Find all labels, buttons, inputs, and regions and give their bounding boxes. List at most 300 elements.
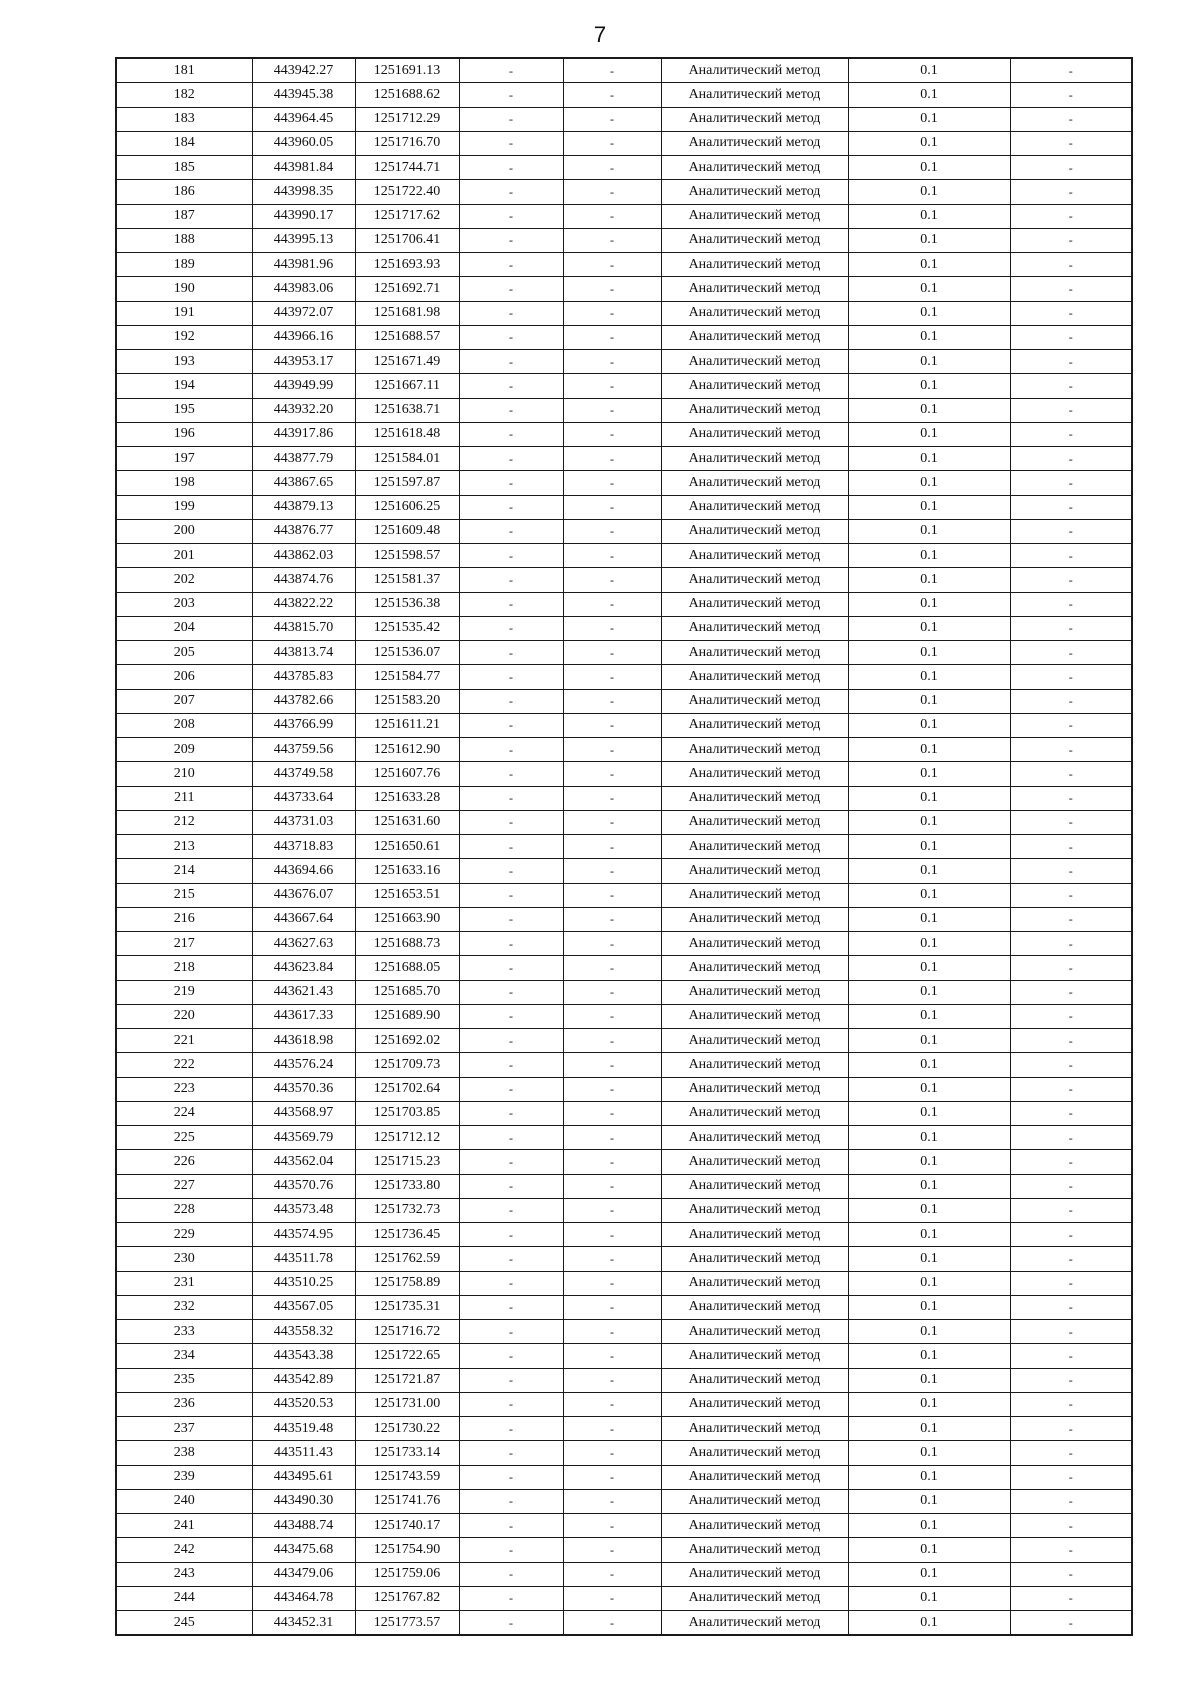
x-coordinate-cell: 443558.32 — [252, 1320, 355, 1344]
accuracy-cell: 0.1 — [848, 1053, 1010, 1077]
y-coordinate-cell: 1251535.42 — [355, 616, 459, 640]
table-row — [116, 1101, 1132, 1125]
empty-cell-a: - — [459, 1465, 563, 1489]
accuracy-cell: 0.1 — [848, 325, 1010, 349]
table-row — [116, 1053, 1132, 1077]
accuracy-cell: 0.1 — [848, 810, 1010, 834]
coordinates-table — [115, 57, 1133, 1636]
empty-cell-c: - — [1010, 738, 1132, 762]
empty-cell-a: - — [459, 835, 563, 859]
empty-cell-a: - — [459, 1562, 563, 1586]
empty-cell-a: - — [459, 592, 563, 616]
empty-cell-c: - — [1010, 131, 1132, 155]
empty-cell-b: - — [563, 1392, 661, 1416]
empty-cell-b: - — [563, 810, 661, 834]
empty-cell-c: - — [1010, 859, 1132, 883]
table-row — [116, 1562, 1132, 1586]
empty-cell-c: - — [1010, 1247, 1132, 1271]
method-cell: Аналитический метод — [661, 1368, 848, 1392]
empty-cell-b: - — [563, 786, 661, 810]
point-number-cell: 233 — [116, 1320, 252, 1344]
method-cell: Аналитический метод — [661, 544, 848, 568]
empty-cell-c: - — [1010, 325, 1132, 349]
accuracy-cell: 0.1 — [848, 374, 1010, 398]
x-coordinate-cell: 443766.99 — [252, 713, 355, 737]
empty-cell-c: - — [1010, 277, 1132, 301]
empty-cell-a: - — [459, 325, 563, 349]
empty-cell-a: - — [459, 1174, 563, 1198]
point-number-cell: 182 — [116, 83, 252, 107]
accuracy-cell: 0.1 — [848, 204, 1010, 228]
method-cell: Аналитический метод — [661, 204, 848, 228]
table-row — [116, 932, 1132, 956]
empty-cell-c: - — [1010, 907, 1132, 931]
empty-cell-a: - — [459, 738, 563, 762]
method-cell: Аналитический метод — [661, 253, 848, 277]
empty-cell-c: - — [1010, 713, 1132, 737]
empty-cell-b: - — [563, 1198, 661, 1222]
empty-cell-b: - — [563, 131, 661, 155]
empty-cell-b: - — [563, 1150, 661, 1174]
table-row — [116, 907, 1132, 931]
table-row — [116, 1441, 1132, 1465]
empty-cell-c: - — [1010, 350, 1132, 374]
table-row — [116, 1514, 1132, 1538]
empty-cell-c: - — [1010, 1344, 1132, 1368]
x-coordinate-cell: 443876.77 — [252, 519, 355, 543]
method-cell: Аналитический метод — [661, 1029, 848, 1053]
point-number-cell: 193 — [116, 350, 252, 374]
accuracy-cell: 0.1 — [848, 1465, 1010, 1489]
method-cell: Аналитический метод — [661, 592, 848, 616]
accuracy-cell: 0.1 — [848, 859, 1010, 883]
accuracy-cell: 0.1 — [848, 1198, 1010, 1222]
x-coordinate-cell: 443972.07 — [252, 301, 355, 325]
point-number-cell: 236 — [116, 1392, 252, 1416]
y-coordinate-cell: 1251722.40 — [355, 180, 459, 204]
table-row — [116, 1077, 1132, 1101]
x-coordinate-cell: 443733.64 — [252, 786, 355, 810]
empty-cell-b: - — [563, 835, 661, 859]
empty-cell-b: - — [563, 738, 661, 762]
empty-cell-c: - — [1010, 1101, 1132, 1125]
table-row — [116, 1247, 1132, 1271]
x-coordinate-cell: 443813.74 — [252, 641, 355, 665]
empty-cell-b: - — [563, 980, 661, 1004]
accuracy-cell: 0.1 — [848, 592, 1010, 616]
x-coordinate-cell: 443479.06 — [252, 1562, 355, 1586]
y-coordinate-cell: 1251598.57 — [355, 544, 459, 568]
table-row — [116, 1611, 1132, 1636]
empty-cell-c: - — [1010, 1053, 1132, 1077]
empty-cell-b: - — [563, 883, 661, 907]
table-row — [116, 471, 1132, 495]
point-number-cell: 192 — [116, 325, 252, 349]
accuracy-cell: 0.1 — [848, 713, 1010, 737]
x-coordinate-cell: 443621.43 — [252, 980, 355, 1004]
accuracy-cell: 0.1 — [848, 1514, 1010, 1538]
method-cell: Аналитический метод — [661, 1465, 848, 1489]
empty-cell-b: - — [563, 253, 661, 277]
x-coordinate-cell: 443511.43 — [252, 1441, 355, 1465]
method-cell: Аналитический метод — [661, 495, 848, 519]
method-cell: Аналитический метод — [661, 83, 848, 107]
x-coordinate-cell: 443995.13 — [252, 228, 355, 252]
x-coordinate-cell: 443874.76 — [252, 568, 355, 592]
table-row — [116, 495, 1132, 519]
empty-cell-a: - — [459, 1004, 563, 1028]
point-number-cell: 204 — [116, 616, 252, 640]
x-coordinate-cell: 443567.05 — [252, 1295, 355, 1319]
x-coordinate-cell: 443694.66 — [252, 859, 355, 883]
accuracy-cell: 0.1 — [848, 228, 1010, 252]
empty-cell-b: - — [563, 616, 661, 640]
x-coordinate-cell: 443983.06 — [252, 277, 355, 301]
point-number-cell: 219 — [116, 980, 252, 1004]
accuracy-cell: 0.1 — [848, 1368, 1010, 1392]
accuracy-cell: 0.1 — [848, 883, 1010, 907]
table-row — [116, 956, 1132, 980]
empty-cell-b: - — [563, 398, 661, 422]
accuracy-cell: 0.1 — [848, 1417, 1010, 1441]
y-coordinate-cell: 1251730.22 — [355, 1417, 459, 1441]
point-number-cell: 235 — [116, 1368, 252, 1392]
table-row — [116, 1150, 1132, 1174]
y-coordinate-cell: 1251650.61 — [355, 835, 459, 859]
x-coordinate-cell: 443570.36 — [252, 1077, 355, 1101]
x-coordinate-cell: 443949.99 — [252, 374, 355, 398]
empty-cell-a: - — [459, 471, 563, 495]
accuracy-cell: 0.1 — [848, 665, 1010, 689]
point-number-cell: 228 — [116, 1198, 252, 1222]
point-number-cell: 240 — [116, 1489, 252, 1513]
y-coordinate-cell: 1251722.65 — [355, 1344, 459, 1368]
y-coordinate-cell: 1251581.37 — [355, 568, 459, 592]
y-coordinate-cell: 1251716.72 — [355, 1320, 459, 1344]
y-coordinate-cell: 1251688.73 — [355, 932, 459, 956]
page-number: 7 — [593, 22, 607, 47]
empty-cell-b: - — [563, 1174, 661, 1198]
method-cell: Аналитический метод — [661, 568, 848, 592]
method-cell: Аналитический метод — [661, 471, 848, 495]
empty-cell-c: - — [1010, 1223, 1132, 1247]
empty-cell-a: - — [459, 859, 563, 883]
empty-cell-c: - — [1010, 495, 1132, 519]
method-cell: Аналитический метод — [661, 180, 848, 204]
empty-cell-b: - — [563, 58, 661, 83]
empty-cell-b: - — [563, 107, 661, 131]
table-row — [116, 810, 1132, 834]
empty-cell-a: - — [459, 1611, 563, 1636]
point-number-cell: 190 — [116, 277, 252, 301]
x-coordinate-cell: 443576.24 — [252, 1053, 355, 1077]
accuracy-cell: 0.1 — [848, 786, 1010, 810]
empty-cell-a: - — [459, 1489, 563, 1513]
method-cell: Аналитический метод — [661, 107, 848, 131]
empty-cell-b: - — [563, 1029, 661, 1053]
empty-cell-a: - — [459, 883, 563, 907]
point-number-cell: 189 — [116, 253, 252, 277]
x-coordinate-cell: 443785.83 — [252, 665, 355, 689]
point-number-cell: 231 — [116, 1271, 252, 1295]
y-coordinate-cell: 1251759.06 — [355, 1562, 459, 1586]
table-row — [116, 204, 1132, 228]
x-coordinate-cell: 443520.53 — [252, 1392, 355, 1416]
point-number-cell: 208 — [116, 713, 252, 737]
table-row — [116, 58, 1132, 83]
table-row — [116, 398, 1132, 422]
y-coordinate-cell: 1251712.12 — [355, 1126, 459, 1150]
x-coordinate-cell: 443953.17 — [252, 350, 355, 374]
x-coordinate-cell: 443981.84 — [252, 156, 355, 180]
y-coordinate-cell: 1251731.00 — [355, 1392, 459, 1416]
table-row — [116, 1489, 1132, 1513]
empty-cell-b: - — [563, 301, 661, 325]
point-number-cell: 207 — [116, 689, 252, 713]
empty-cell-a: - — [459, 495, 563, 519]
y-coordinate-cell: 1251740.17 — [355, 1514, 459, 1538]
table-row — [116, 1320, 1132, 1344]
empty-cell-b: - — [563, 447, 661, 471]
y-coordinate-cell: 1251671.49 — [355, 350, 459, 374]
point-number-cell: 195 — [116, 398, 252, 422]
empty-cell-c: - — [1010, 1489, 1132, 1513]
method-cell: Аналитический метод — [661, 1101, 848, 1125]
method-cell: Аналитический метод — [661, 1489, 848, 1513]
empty-cell-b: - — [563, 1514, 661, 1538]
x-coordinate-cell: 443749.58 — [252, 762, 355, 786]
empty-cell-a: - — [459, 762, 563, 786]
y-coordinate-cell: 1251611.21 — [355, 713, 459, 737]
accuracy-cell: 0.1 — [848, 471, 1010, 495]
accuracy-cell: 0.1 — [848, 568, 1010, 592]
accuracy-cell: 0.1 — [848, 1004, 1010, 1028]
table-row — [116, 301, 1132, 325]
y-coordinate-cell: 1251736.45 — [355, 1223, 459, 1247]
empty-cell-c: - — [1010, 1320, 1132, 1344]
method-cell: Аналитический метод — [661, 1392, 848, 1416]
point-number-cell: 187 — [116, 204, 252, 228]
empty-cell-c: - — [1010, 180, 1132, 204]
empty-cell-a: - — [459, 422, 563, 446]
y-coordinate-cell: 1251688.05 — [355, 956, 459, 980]
empty-cell-a: - — [459, 1150, 563, 1174]
x-coordinate-cell: 443731.03 — [252, 810, 355, 834]
point-number-cell: 196 — [116, 422, 252, 446]
x-coordinate-cell: 443452.31 — [252, 1611, 355, 1636]
y-coordinate-cell: 1251721.87 — [355, 1368, 459, 1392]
y-coordinate-cell: 1251703.85 — [355, 1101, 459, 1125]
x-coordinate-cell: 443759.56 — [252, 738, 355, 762]
table-row — [116, 1368, 1132, 1392]
y-coordinate-cell: 1251717.62 — [355, 204, 459, 228]
empty-cell-b: - — [563, 156, 661, 180]
empty-cell-c: - — [1010, 374, 1132, 398]
point-number-cell: 243 — [116, 1562, 252, 1586]
empty-cell-a: - — [459, 544, 563, 568]
table-row — [116, 519, 1132, 543]
empty-cell-a: - — [459, 131, 563, 155]
empty-cell-a: - — [459, 398, 563, 422]
empty-cell-c: - — [1010, 1514, 1132, 1538]
y-coordinate-cell: 1251681.98 — [355, 301, 459, 325]
method-cell: Аналитический метод — [661, 1271, 848, 1295]
method-cell: Аналитический метод — [661, 859, 848, 883]
table-row — [116, 1344, 1132, 1368]
empty-cell-b: - — [563, 665, 661, 689]
empty-cell-c: - — [1010, 1611, 1132, 1636]
empty-cell-a: - — [459, 277, 563, 301]
y-coordinate-cell: 1251692.71 — [355, 277, 459, 301]
y-coordinate-cell: 1251732.73 — [355, 1198, 459, 1222]
method-cell: Аналитический метод — [661, 907, 848, 931]
empty-cell-c: - — [1010, 107, 1132, 131]
method-cell: Аналитический метод — [661, 1586, 848, 1610]
x-coordinate-cell: 443475.68 — [252, 1538, 355, 1562]
empty-cell-a: - — [459, 641, 563, 665]
x-coordinate-cell: 443562.04 — [252, 1150, 355, 1174]
accuracy-cell: 0.1 — [848, 932, 1010, 956]
accuracy-cell: 0.1 — [848, 1029, 1010, 1053]
point-number-cell: 216 — [116, 907, 252, 931]
y-coordinate-cell: 1251741.76 — [355, 1489, 459, 1513]
empty-cell-c: - — [1010, 447, 1132, 471]
table-row — [116, 1223, 1132, 1247]
table-row — [116, 835, 1132, 859]
empty-cell-b: - — [563, 1126, 661, 1150]
accuracy-cell: 0.1 — [848, 422, 1010, 446]
table-row — [116, 1198, 1132, 1222]
y-coordinate-cell: 1251773.57 — [355, 1611, 459, 1636]
empty-cell-a: - — [459, 1198, 563, 1222]
method-cell: Аналитический метод — [661, 447, 848, 471]
table-row — [116, 350, 1132, 374]
y-coordinate-cell: 1251735.31 — [355, 1295, 459, 1319]
point-number-cell: 188 — [116, 228, 252, 252]
point-number-cell: 202 — [116, 568, 252, 592]
empty-cell-c: - — [1010, 1004, 1132, 1028]
empty-cell-c: - — [1010, 980, 1132, 1004]
table-row — [116, 447, 1132, 471]
y-coordinate-cell: 1251733.80 — [355, 1174, 459, 1198]
empty-cell-a: - — [459, 665, 563, 689]
empty-cell-a: - — [459, 1514, 563, 1538]
x-coordinate-cell: 443543.38 — [252, 1344, 355, 1368]
y-coordinate-cell: 1251762.59 — [355, 1247, 459, 1271]
method-cell: Аналитический метод — [661, 616, 848, 640]
empty-cell-c: - — [1010, 1271, 1132, 1295]
empty-cell-c: - — [1010, 1077, 1132, 1101]
empty-cell-b: - — [563, 956, 661, 980]
empty-cell-b: - — [563, 277, 661, 301]
table-row — [116, 253, 1132, 277]
empty-cell-b: - — [563, 568, 661, 592]
point-number-cell: 206 — [116, 665, 252, 689]
accuracy-cell: 0.1 — [848, 301, 1010, 325]
y-coordinate-cell: 1251754.90 — [355, 1538, 459, 1562]
y-coordinate-cell: 1251607.76 — [355, 762, 459, 786]
method-cell: Аналитический метод — [661, 301, 848, 325]
empty-cell-a: - — [459, 1344, 563, 1368]
empty-cell-b: - — [563, 1271, 661, 1295]
empty-cell-a: - — [459, 1586, 563, 1610]
y-coordinate-cell: 1251767.82 — [355, 1586, 459, 1610]
x-coordinate-cell: 443542.89 — [252, 1368, 355, 1392]
point-number-cell: 197 — [116, 447, 252, 471]
method-cell: Аналитический метод — [661, 1004, 848, 1028]
y-coordinate-cell: 1251606.25 — [355, 495, 459, 519]
accuracy-cell: 0.1 — [848, 1392, 1010, 1416]
empty-cell-a: - — [459, 1077, 563, 1101]
empty-cell-c: - — [1010, 932, 1132, 956]
accuracy-cell: 0.1 — [848, 131, 1010, 155]
accuracy-cell: 0.1 — [848, 1320, 1010, 1344]
method-cell: Аналитический метод — [661, 1077, 848, 1101]
table-row — [116, 713, 1132, 737]
method-cell: Аналитический метод — [661, 883, 848, 907]
empty-cell-a: - — [459, 253, 563, 277]
empty-cell-a: - — [459, 1295, 563, 1319]
method-cell: Аналитический метод — [661, 1126, 848, 1150]
method-cell: Аналитический метод — [661, 835, 848, 859]
empty-cell-b: - — [563, 1586, 661, 1610]
empty-cell-a: - — [459, 204, 563, 228]
empty-cell-b: - — [563, 495, 661, 519]
y-coordinate-cell: 1251715.23 — [355, 1150, 459, 1174]
empty-cell-a: - — [459, 301, 563, 325]
empty-cell-a: - — [459, 1271, 563, 1295]
empty-cell-c: - — [1010, 204, 1132, 228]
y-coordinate-cell: 1251744.71 — [355, 156, 459, 180]
empty-cell-a: - — [459, 713, 563, 737]
method-cell: Аналитический метод — [661, 1150, 848, 1174]
empty-cell-b: - — [563, 1295, 661, 1319]
empty-cell-c: - — [1010, 398, 1132, 422]
table-row — [116, 107, 1132, 131]
point-number-cell: 203 — [116, 592, 252, 616]
empty-cell-a: - — [459, 1101, 563, 1125]
point-number-cell: 230 — [116, 1247, 252, 1271]
empty-cell-a: - — [459, 1223, 563, 1247]
accuracy-cell: 0.1 — [848, 1223, 1010, 1247]
empty-cell-c: - — [1010, 1562, 1132, 1586]
empty-cell-c: - — [1010, 1198, 1132, 1222]
empty-cell-a: - — [459, 568, 563, 592]
accuracy-cell: 0.1 — [848, 1271, 1010, 1295]
table-row — [116, 1126, 1132, 1150]
table-row — [116, 1295, 1132, 1319]
empty-cell-c: - — [1010, 592, 1132, 616]
empty-cell-c: - — [1010, 786, 1132, 810]
empty-cell-b: - — [563, 907, 661, 931]
point-number-cell: 214 — [116, 859, 252, 883]
accuracy-cell: 0.1 — [848, 1538, 1010, 1562]
empty-cell-b: - — [563, 422, 661, 446]
empty-cell-a: - — [459, 1538, 563, 1562]
accuracy-cell: 0.1 — [848, 616, 1010, 640]
point-number-cell: 221 — [116, 1029, 252, 1053]
empty-cell-a: - — [459, 1053, 563, 1077]
method-cell: Аналитический метод — [661, 713, 848, 737]
x-coordinate-cell: 443627.63 — [252, 932, 355, 956]
accuracy-cell: 0.1 — [848, 495, 1010, 519]
accuracy-cell: 0.1 — [848, 253, 1010, 277]
empty-cell-b: - — [563, 1247, 661, 1271]
point-number-cell: 210 — [116, 762, 252, 786]
empty-cell-c: - — [1010, 301, 1132, 325]
x-coordinate-cell: 443519.48 — [252, 1417, 355, 1441]
empty-cell-a: - — [459, 228, 563, 252]
